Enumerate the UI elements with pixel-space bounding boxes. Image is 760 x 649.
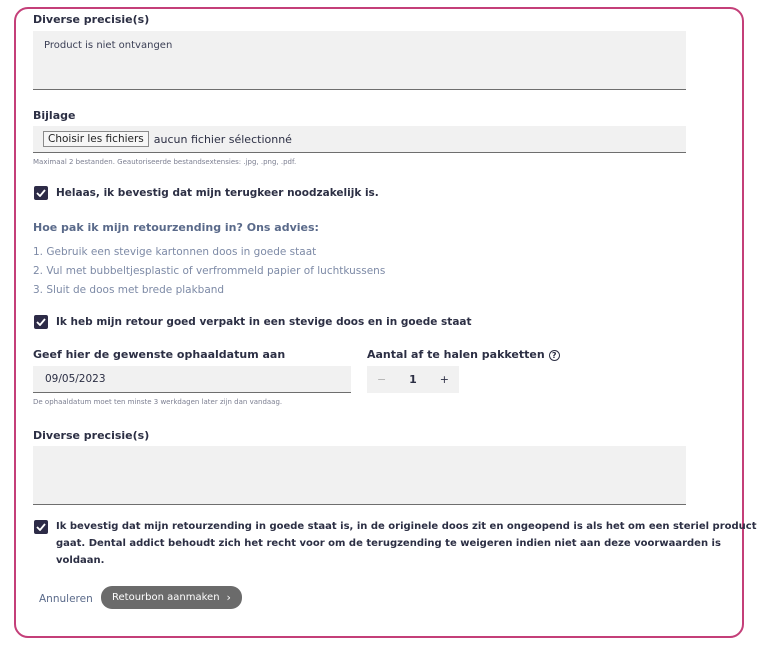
packages-label <box>367 348 560 361</box>
pickup-date-hint: De ophaaldatum moet ten minste 3 werkdagen later zijn dan vandaag. <box>33 398 283 406</box>
precision-label-2: Diverse precisie(s) <box>33 429 150 442</box>
confirm-condition-line: gaat. Dental addict behoudt zich het recht voor om de terugzending te weigeren indien niet aan deze voorwaarden is <box>56 538 721 549</box>
advice-item: 3. Sluit de doos met brede plakband <box>33 284 225 296</box>
choose-files-button[interactable]: Choisir les fichiers <box>43 131 149 147</box>
advice-item: 1. Gebruik een stevige kartonnen doos in goede staat <box>33 246 317 258</box>
pickup-date-label: Geef hier de gewenste ophaaldatum aan <box>33 348 286 361</box>
packages-value[interactable]: 1 <box>409 373 417 386</box>
create-return-label: Retourbon aanmaken <box>112 592 220 603</box>
help-icon[interactable]: ? <box>549 350 560 361</box>
packages-label-text: Aantal af te halen pakketten <box>367 348 545 361</box>
attachment-hint: Maximaal 2 bestanden. Geautoriseerde bestandsextensies: .jpg, .png, .pdf. <box>33 158 297 166</box>
check-icon <box>36 523 46 531</box>
advice-title: Hoe pak ik mijn retourzending in? Ons advies: <box>33 221 319 234</box>
packages-stepper <box>367 366 459 393</box>
decrement-button[interactable]: − <box>377 373 387 386</box>
confirm-return-checkbox[interactable] <box>34 186 48 200</box>
file-input[interactable] <box>33 126 686 153</box>
check-icon <box>36 189 46 197</box>
chevron-right-icon: › <box>226 591 231 604</box>
create-return-button[interactable] <box>101 586 242 609</box>
increment-button[interactable]: + <box>439 373 449 386</box>
confirm-return-label: Helaas, ik bevestig dat mijn terugkeer noodzakelijk is. <box>56 187 379 199</box>
confirm-condition-checkbox[interactable] <box>34 520 48 534</box>
confirm-condition-line: Ik bevestig dat mijn retourzending in goede staat is, in de originele doos zit en ongeopend is als het om een steriel product <box>56 521 757 532</box>
confirm-condition-line: voldaan. <box>56 555 105 566</box>
advice-item: 2. Vul met bubbeltjesplastic of verfrommeld papier of luchtkussens <box>33 265 386 277</box>
precision-textarea-2[interactable] <box>33 446 686 505</box>
confirm-packed-label: Ik heb mijn retour goed verpakt in een stevige doos en in goede staat <box>56 316 472 328</box>
cancel-link[interactable]: Annuleren <box>39 593 93 605</box>
precision-textarea[interactable]: Product is niet ontvangen <box>33 31 686 90</box>
confirm-packed-checkbox[interactable] <box>34 315 48 329</box>
check-icon <box>36 318 46 326</box>
pickup-date-input[interactable]: 09/05/2023 <box>33 366 351 393</box>
precision-label: Diverse precisie(s) <box>33 13 150 26</box>
attachment-label: Bijlage <box>33 109 76 122</box>
file-status: aucun fichier sélectionné <box>153 132 292 146</box>
